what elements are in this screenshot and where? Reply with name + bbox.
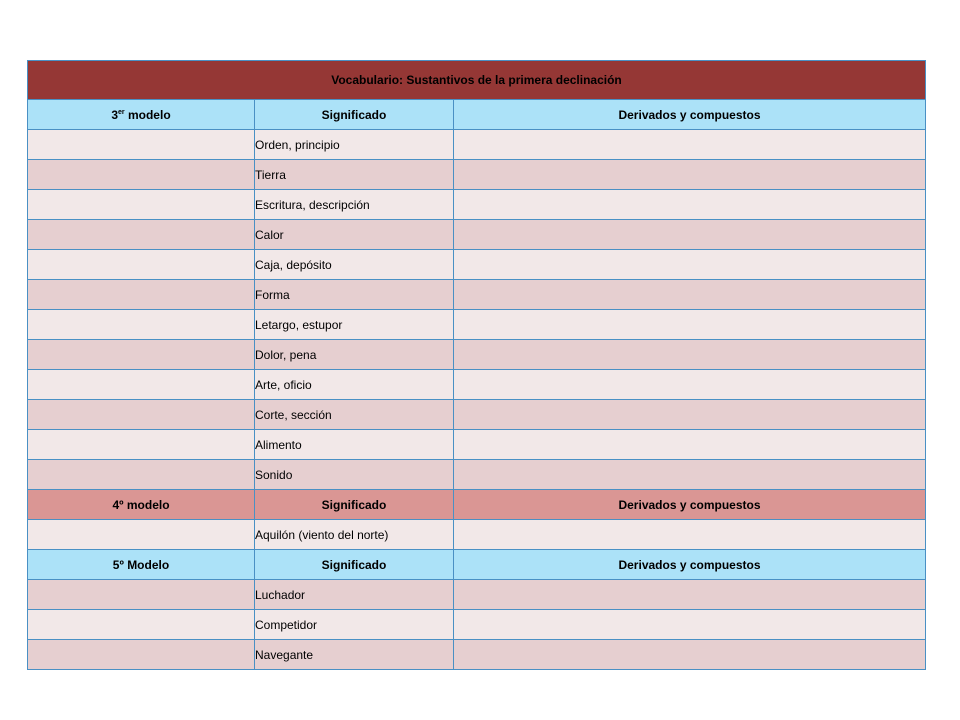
word-cell[interactable]	[28, 340, 255, 370]
meaning-cell: Tierra	[255, 160, 454, 190]
word-cell[interactable]	[28, 460, 255, 490]
derivatives-cell[interactable]	[454, 520, 926, 550]
table-row	[28, 400, 926, 430]
table-row	[28, 250, 926, 280]
derivatives-header: Derivados y compuestos	[454, 100, 926, 130]
meaning-cell: Sonido	[255, 460, 454, 490]
table-title: Vocabulario: Sustantivos de la primera declinación	[28, 61, 926, 100]
table-row	[28, 580, 926, 610]
word-cell[interactable]	[28, 220, 255, 250]
model-number: 3	[111, 107, 119, 122]
word-cell[interactable]	[28, 520, 255, 550]
derivatives-cell[interactable]	[454, 400, 926, 430]
derivatives-cell[interactable]	[454, 220, 926, 250]
model-word: modelo	[124, 107, 171, 122]
word-cell[interactable]	[28, 130, 255, 160]
word-cell[interactable]	[28, 280, 255, 310]
table-row	[28, 640, 926, 670]
model-ordinal: er	[118, 108, 125, 116]
derivatives-cell[interactable]	[454, 580, 926, 610]
word-cell[interactable]	[28, 400, 255, 430]
word-cell[interactable]	[28, 160, 255, 190]
section-header-4	[28, 490, 926, 520]
table-row	[28, 190, 926, 220]
meaning-cell: Escritura, descripción	[255, 190, 454, 220]
word-cell[interactable]	[28, 580, 255, 610]
word-cell[interactable]	[28, 610, 255, 640]
meaning-cell: Letargo, estupor	[255, 310, 454, 340]
table-row	[28, 160, 926, 190]
meaning-cell: Caja, depósito	[255, 250, 454, 280]
meaning-cell: Aquilón (viento del norte)	[255, 520, 454, 550]
meaning-cell: Arte, oficio	[255, 370, 454, 400]
derivatives-header: Derivados y compuestos	[454, 490, 926, 520]
derivatives-cell[interactable]	[454, 250, 926, 280]
derivatives-cell[interactable]	[454, 190, 926, 220]
vocabulary-table	[27, 60, 926, 670]
meaning-cell: Forma	[255, 280, 454, 310]
derivatives-cell[interactable]	[454, 280, 926, 310]
word-cell[interactable]	[28, 640, 255, 670]
word-cell[interactable]	[28, 370, 255, 400]
title-row	[28, 61, 926, 100]
derivatives-cell[interactable]	[454, 130, 926, 160]
section-header-5	[28, 550, 926, 580]
table-row	[28, 430, 926, 460]
derivatives-cell[interactable]	[454, 340, 926, 370]
model-header-5: 5º Modelo	[28, 550, 255, 580]
derivatives-cell[interactable]	[454, 310, 926, 340]
table-row	[28, 370, 926, 400]
word-cell[interactable]	[28, 190, 255, 220]
derivatives-cell[interactable]	[454, 460, 926, 490]
word-cell[interactable]	[28, 310, 255, 340]
meaning-cell: Orden, principio	[255, 130, 454, 160]
meaning-header: Significado	[255, 490, 454, 520]
model-header-4: 4º modelo	[28, 490, 255, 520]
meaning-cell: Competidor	[255, 610, 454, 640]
derivatives-header: Derivados y compuestos	[454, 550, 926, 580]
table-row	[28, 460, 926, 490]
derivatives-cell[interactable]	[454, 610, 926, 640]
meaning-cell: Calor	[255, 220, 454, 250]
word-cell[interactable]	[28, 250, 255, 280]
meaning-header: Significado	[255, 550, 454, 580]
meaning-cell: Navegante	[255, 640, 454, 670]
derivatives-cell[interactable]	[454, 370, 926, 400]
derivatives-cell[interactable]	[454, 430, 926, 460]
meaning-cell: Dolor, pena	[255, 340, 454, 370]
table-row	[28, 220, 926, 250]
table-row	[28, 130, 926, 160]
section-header-3	[28, 100, 926, 130]
word-cell[interactable]	[28, 430, 255, 460]
meaning-cell: Luchador	[255, 580, 454, 610]
derivatives-cell[interactable]	[454, 640, 926, 670]
meaning-cell: Alimento	[255, 430, 454, 460]
meaning-cell: Corte, sección	[255, 400, 454, 430]
meaning-header: Significado	[255, 100, 454, 130]
table-row	[28, 310, 926, 340]
table-row	[28, 610, 926, 640]
model-header-3	[28, 100, 255, 130]
derivatives-cell[interactable]	[454, 160, 926, 190]
table-row	[28, 280, 926, 310]
table-row	[28, 340, 926, 370]
table-row	[28, 520, 926, 550]
